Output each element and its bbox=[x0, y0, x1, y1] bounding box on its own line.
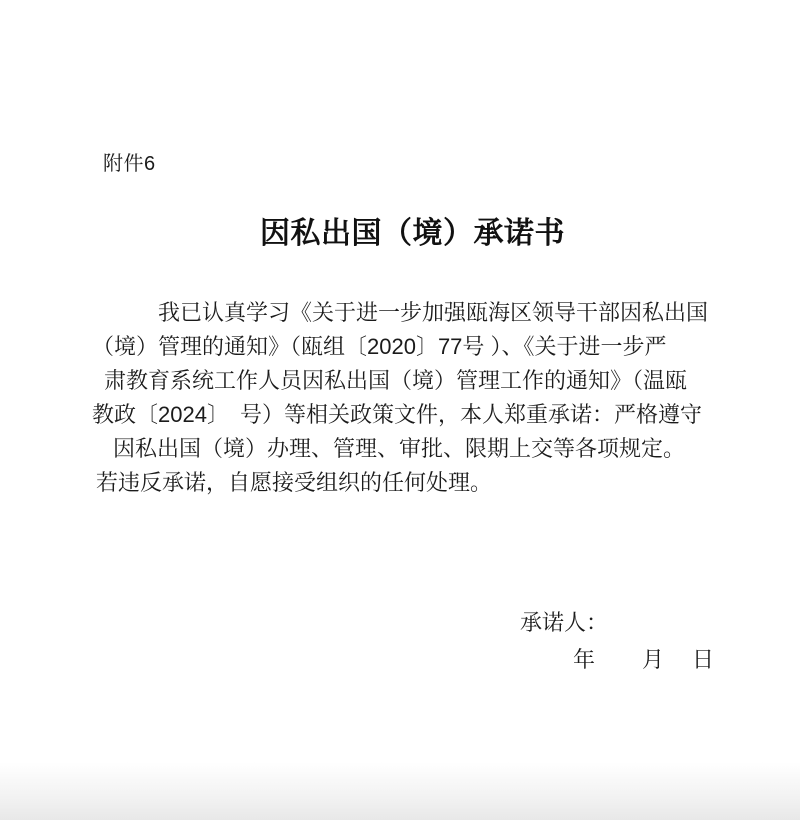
paragraph-line: 若违反承诺，自愿接受组织的任何处理。 bbox=[96, 470, 493, 495]
date-day-label: 日 bbox=[692, 647, 715, 672]
date-year-label: 年 bbox=[573, 647, 596, 672]
document-title: 因私出国（境）承诺书 bbox=[260, 217, 565, 250]
date-month-label: 月 bbox=[642, 647, 665, 672]
paragraph-line: （境）管理的通知》（瓯组〔2020〕77号 ）、《关于进一步严 bbox=[92, 334, 667, 359]
paragraph-line: 我已认真学习《关于进一步加强瓯海区领导干部因私出国 bbox=[158, 300, 709, 325]
signer-label: 承诺人： bbox=[520, 610, 609, 635]
commitment-paragraph bbox=[92, 296, 724, 500]
attachment-number-label: 附件6 bbox=[103, 153, 156, 175]
paragraph-line: 肃教育系统工作人员因私出国（境）管理工作的通知》（温瓯 bbox=[104, 368, 688, 393]
paragraph-line: 因私出国（境）办理、管理、审批、限期上交等各项规定。 bbox=[113, 436, 686, 461]
paragraph-line: 教政〔2024〕 号）等相关政策文件，本人郑重承诺：严格遵守 bbox=[92, 402, 702, 427]
bottom-fade-gradient bbox=[0, 762, 800, 820]
